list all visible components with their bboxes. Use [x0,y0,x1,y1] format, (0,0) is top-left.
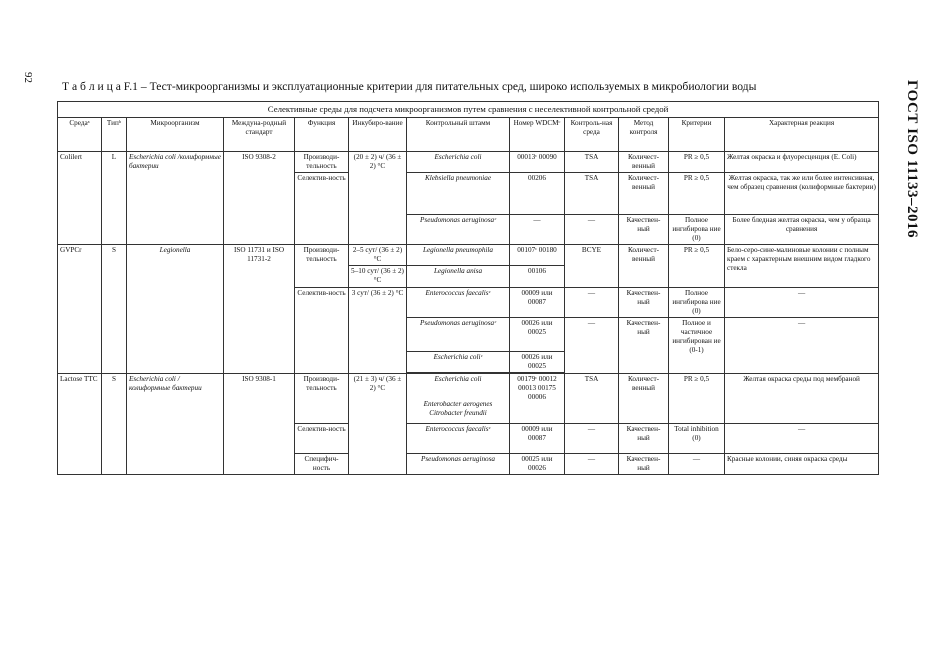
cell-control-medium: TSA [565,172,619,214]
cell-type: S [102,373,127,474]
cell-control-medium: — [565,423,619,453]
cell-medium: GVPCr [58,244,102,373]
cell-incubation: (21 ± 3) ч/ (36 ± 2) °C [349,373,407,474]
table-row [58,373,879,423]
header-wdcm: Номер WDCMᶜ [510,117,565,151]
cell-criteria: Полное ингибирова ние (0) [669,214,725,244]
cell-function: Производи-тельность [295,244,349,287]
header-standard: Междуна-родный стандарт [224,117,295,151]
cell-function: Специфич-ность [295,453,349,474]
cell-medium: Lactose TTC [58,373,102,474]
cell-incubation: 2–5 сут/ (36 ± 2) °C [349,244,407,265]
cell-function: Селектив-ность [295,423,349,453]
cell-strain: Escherichia coliᶜ [407,351,510,372]
cell-standard: ISO 11731 и ISO 11731-2 [224,244,295,373]
cell-strain: Pseudomonas aeruginosaᶜ [407,214,510,244]
cell-wdcm: 00009 или 00087 [510,287,565,317]
cell-reaction: Более бледная желтая окраска, чем у образца сравнения [725,214,879,244]
cell-wdcm: 00206 [510,172,565,214]
cell-method: Количест-венный [619,172,669,214]
cell-method: Количест-венный [619,373,669,423]
cell-reaction: — [725,423,879,453]
header-type: Типᵇ [102,117,127,151]
cell-incubation: 5–10 сут/ (36 ± 2) °C [349,265,407,287]
test-microorganisms-table [57,101,879,475]
table-title: Т а б л и ц а F.1 – Тест-микроорганизмы и эксплуатационные критерии для питательных сред, широко используемых в микробиологии воды [62,80,757,93]
cell-method: Качествен-ный [619,453,669,474]
cell-strain: Enterococcus faecalisᶜ [407,423,510,453]
cell-control-medium: — [565,214,619,244]
cell-strain: Klebsiella pneumoniae [407,172,510,214]
header-microorganism: Микроорганизм [127,117,224,151]
cell-strain: Legionella anisa [407,265,510,287]
cell-function: Селектив-ность [295,287,349,373]
cell-control-medium: BCYE [565,244,619,287]
header-method: Метод контроля [619,117,669,151]
cell-criteria: PR ≥ 0,5 [669,373,725,423]
cell-method: Качествен-ный [619,423,669,453]
strain-name: Enterobacter aerogenes Citrobacter freundii [423,399,493,417]
cell-wdcm: 00013ᶜ 00090 [510,151,565,172]
cell-control-medium: TSA [565,373,619,423]
cell-incubation: 3 сут/ (36 ± 2) °C [349,287,407,373]
table-caption: Селективные среды для подсчета микроорганизмов путем сравнения с неселективной контрольной средой [58,102,879,118]
cell-method: Качествен-ный [619,214,669,244]
cell-microorganism: Escherichia coli /колиформные бактерии [127,151,224,244]
cell-control-medium: — [565,287,619,317]
header-reaction: Характерная реакция [725,117,879,151]
cell-criteria: PR ≥ 0,5 [669,151,725,172]
cell-criteria: PR ≥ 0,5 [669,172,725,214]
cell-strain: Enterococcus faecalisᶜ [407,287,510,317]
cell-method: Количест-венный [619,244,669,287]
cell-reaction: Красные колонии, синяя окраска среды [725,453,879,474]
header-medium: Средаᵃ [58,117,102,151]
cell-reaction: Желтая окраска и флуоресценция (E. Coli) [725,151,879,172]
cell-criteria: PR ≥ 0,5 [669,244,725,287]
cell-criteria: — [669,453,725,474]
cell-control-medium: TSA [565,151,619,172]
cell-function: Селектив-ность [295,172,349,244]
cell-strain: Pseudomonas aeruginosaᶜ [407,317,510,351]
cell-criteria: Total inhibition (0) [669,423,725,453]
cell-reaction: Бело-серо-сине-малиновые колонии с полным краем с характерным внешним видом гладкого стекла [725,244,879,287]
cell-function: Производи-тельность [295,151,349,172]
cell-strain: Legionella pneumophila [407,244,510,265]
cell-standard: ISO 9308-2 [224,151,295,244]
cell-strain: Pseudomonas aeruginosa [407,453,510,474]
header-function: Функция [295,117,349,151]
header-criteria: Критерии [669,117,725,151]
standard-designation: ГОСТ ISO 11133–2016 [904,80,920,239]
cell-reaction: — [725,317,879,373]
header-control-medium: Контроль-ная среда [565,117,619,151]
cell-standard: ISO 9308-1 [224,373,295,474]
cell-wdcm: 00106 [510,265,565,287]
cell-method: Качествен-ный [619,287,669,317]
cell-control-medium: — [565,317,619,373]
cell-reaction: — [725,287,879,317]
cell-criteria: Полное ингибирова ние (0) [669,287,725,317]
cell-wdcm: 00009 или 00087 [510,423,565,453]
cell-reaction: Желтая окраска среды под мембраной [725,373,879,423]
cell-control-medium: — [565,453,619,474]
cell-microorganism: Escherichia coli / колиформные бактерии [127,373,224,474]
cell-strain [407,373,510,423]
cell-medium: Colilert [58,151,102,244]
cell-wdcm: 00026 или 00025 [510,317,565,351]
cell-wdcm: 00179ᶜ 00012 00013 00175 00006 [510,373,565,423]
header-strains: Контрольный штамм [407,117,510,151]
cell-wdcm: 00025 или 00026 [510,453,565,474]
table-row [58,244,879,265]
cell-wdcm: 00026 или 00025 [510,351,565,372]
cell-incubation: (20 ± 2) ч/ (36 ± 2) °C [349,151,407,244]
header-row [58,117,879,151]
cell-function: Производи-тельность [295,373,349,423]
cell-method: Качествен-ный [619,317,669,373]
cell-criteria: Полное и частичное ингибирован ие (0-1) [669,317,725,373]
table-row [58,151,879,172]
strain-name: Escherichia coli [434,374,482,383]
page-number: 92 [22,72,34,83]
cell-method: Количест-венный [619,151,669,172]
cell-microorganism: Legionella [127,244,224,373]
cell-type: S [102,244,127,373]
cell-reaction: Желтая окраска, так же или более интенсивная, чем образец сравнения (колиформные бактерии) [725,172,879,214]
cell-wdcm: 00107ᶜ 00180 [510,244,565,265]
cell-type: L [102,151,127,244]
cell-wdcm: — [510,214,565,244]
header-incubation: Инкубиро-вание [349,117,407,151]
cell-strain: Escherichia coli [407,151,510,172]
